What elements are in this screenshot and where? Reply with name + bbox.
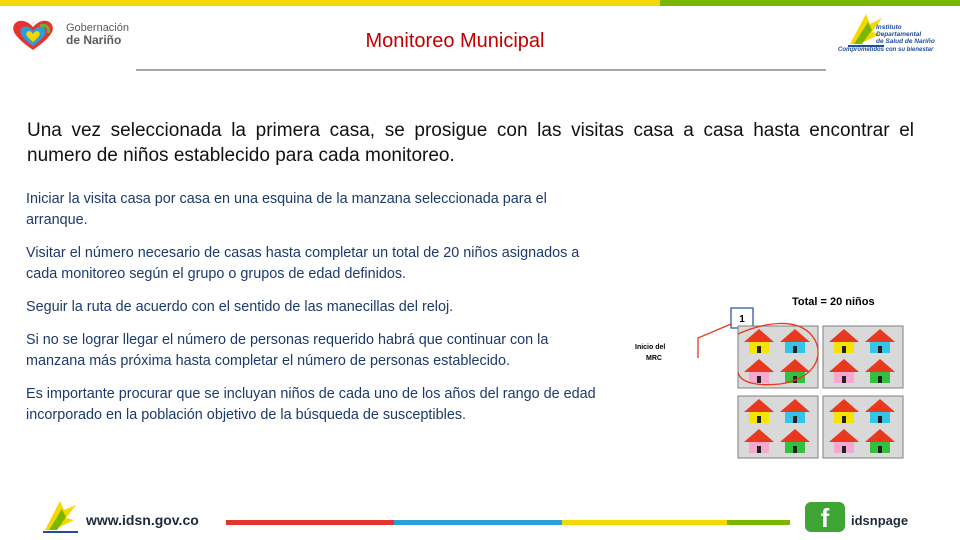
footer-idsn-icon bbox=[42, 498, 80, 534]
start-label-line1: Inicio del bbox=[635, 344, 666, 351]
facebook-handle[interactable]: idsnpage bbox=[851, 513, 909, 528]
facebook-glyph: f bbox=[820, 503, 830, 533]
gobernacion-wordmark bbox=[66, 22, 129, 46]
facebook-icon[interactable] bbox=[805, 502, 845, 532]
idsn-wordmark bbox=[876, 24, 935, 45]
blocks-grid bbox=[738, 326, 903, 458]
strip-green bbox=[660, 0, 960, 6]
instruction-item: Seguir la ruta de acuerdo con el sentido de las manecillas del reloj. bbox=[26, 299, 454, 315]
heart-logo-icon bbox=[10, 18, 56, 52]
instruction-list bbox=[26, 189, 596, 438]
instruction-item: Visitar el número necesario de casas hasta completar un total de 20 niños asignados a cada monitoreo según el grupo o grupos de edad definidos. bbox=[26, 245, 580, 282]
top-color-strip bbox=[0, 0, 960, 6]
start-pointer bbox=[698, 324, 731, 358]
route-diagram bbox=[620, 288, 920, 468]
gobernacion-logo bbox=[10, 18, 150, 52]
idsn-logo bbox=[836, 10, 951, 58]
strip-yellow bbox=[0, 0, 330, 6]
idsn-line3: de Salud de Nariño bbox=[876, 38, 935, 45]
idsn-tagline: Comprometidos con su bienestar bbox=[838, 47, 934, 53]
footer-bar-red bbox=[226, 520, 394, 525]
intro-paragraph: Una vez seleccionada la primera casa, se prosigue con las visitas casa a casa hasta encontrar el numero de niños establecido para cada monitoreo. bbox=[27, 120, 914, 166]
gobernacion-line1: Gobernación bbox=[66, 22, 129, 34]
page-title: Monitoreo Municipal bbox=[365, 30, 545, 52]
strip-yellow-2 bbox=[330, 0, 660, 6]
instruction-item: Es importante procurar que se incluyan niños de cada uno de los años del rango de edad incorporado en la población objetivo de la búsqueda de susceptibles. bbox=[26, 386, 596, 423]
footer-bar-blue bbox=[394, 520, 562, 525]
instruction-item: Iniciar la visita casa por casa en una esquina de la manzana seleccionada para el arranque. bbox=[26, 191, 547, 228]
footer-bar-green bbox=[727, 520, 790, 525]
total-label: Total = 20 niños bbox=[792, 296, 875, 308]
idsn-line2: Departamental bbox=[876, 31, 922, 38]
footer-bar-yellow bbox=[562, 520, 727, 525]
instruction-item: Si no se lograr llegar el número de personas requerido habrá que continuar con la manzana más próxima hasta completar el número de personas establecido. bbox=[26, 332, 549, 369]
start-number: 1 bbox=[739, 314, 745, 325]
start-label-line2: MRC bbox=[646, 355, 662, 362]
title-divider bbox=[136, 69, 826, 71]
gobernacion-line2: de Nariño bbox=[66, 33, 122, 47]
website-link[interactable]: www.idsn.gov.co bbox=[86, 512, 199, 528]
idsn-line1: Instituto bbox=[876, 24, 902, 31]
